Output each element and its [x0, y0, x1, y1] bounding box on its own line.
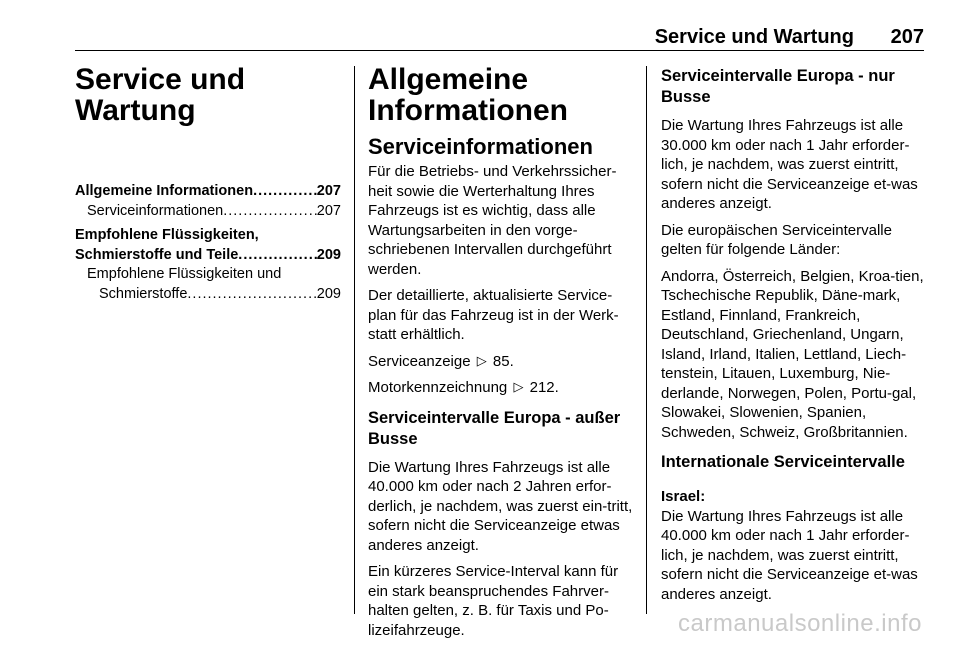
paragraph: Der detaillierte, aktualisierte Service-plan für das Fahrzeug ist in der Werk-statt erhältlich. — [368, 287, 619, 343]
toc-entry-empfohlene-fluessigkeiten-line1[interactable]: Empfohlene Flüssigkeiten und — [87, 266, 282, 282]
header-title: Service und Wartung — [654, 26, 854, 48]
paragraph: Die europäischen Serviceintervalle gelten für folgende Länder: — [661, 221, 892, 258]
toc-entry-schmierstoffe[interactable]: Schmierstoffe ..... 209 — [75, 285, 341, 305]
column-general-info — [368, 64, 634, 647]
subsection-title-serviceinformationen: Serviceinformationen — [368, 134, 593, 159]
column-service-intervals — [661, 64, 926, 604]
toc-entry-allgemeine-informationen[interactable]: Allgemeine Informationen ..... 207 — [75, 182, 341, 202]
paragraph-country-list: Andorra, Österreich, Belgien, Kroa-tien, Tschechische Republik, Däne-mark, Estland, Finnland, Frankreich, Deutschland, Griechenland, Ungarn, Island, Irland, Italien, Lettland, Liech-tenstein, Litauen, Luxemburg, Nie-derlande, Norwegen, Polen, Portu-gal, Slowakei, Slowenien, Spanien, Schweden, Schweiz, Großbritannien. — [661, 267, 924, 441]
watermark: carmanualsonline.info — [678, 610, 922, 637]
column-divider-1 — [354, 66, 355, 614]
chapter-title: Service und Wartung — [75, 63, 246, 127]
paragraph: Für die Betriebs- und Verkehrssicher-heit sowie die Werterhaltung Ihres Fahrzeugs ist es wichtig, dass alle Wartungsarbeiten in den vorge-schriebenen Intervallen durchgeführt werden. — [368, 163, 617, 278]
heading-internationale-serviceintervalle: Internationale Serviceintervalle — [661, 453, 905, 471]
paragraph: Ein kürzeres Service-Interval kann für ein stark beanspruchendes Fahrver-halten gelten, z. B. für Taxis und Po-lizeifahrzeuge. — [368, 563, 619, 639]
cross-reference-motorkennzeichnung[interactable]: Motorkennzeichnung ▷ 212. — [368, 379, 559, 396]
toc-entry-empfohlene-line1[interactable]: Empfohlene Flüssigkeiten, — [75, 227, 259, 243]
paragraph: Die Wartung Ihres Fahrzeugs ist alle 40.000 km oder nach 2 Jahren erfor-derlich, je nachdem, was zuerst ein-tritt, sofern nicht die Serviceanzeige etwas anderes anzeigt. — [368, 458, 633, 554]
page-reference-arrow-icon: ▷ — [476, 352, 487, 368]
toc-entry-schmierstoffe-und-teile[interactable]: Schmierstoffe und Teile ..... 209 — [75, 246, 341, 266]
label-israel: Israel: — [661, 488, 706, 505]
cross-reference-serviceanzeige[interactable]: Serviceanzeige ▷ 85. — [368, 352, 514, 370]
page-reference-arrow-icon: ▷ — [513, 379, 524, 394]
running-header — [75, 26, 924, 52]
column-divider-2 — [646, 66, 647, 614]
heading-serviceintervalle-europa-ausser-busse: Serviceintervalle Europa - außer Busse — [368, 408, 621, 448]
table-of-contents — [75, 182, 341, 304]
toc-entry-serviceinformationen[interactable]: Serviceinformationen ..... 207 — [75, 202, 341, 222]
header-rule — [75, 50, 924, 51]
section-title: Allgemeine Informationen — [368, 63, 568, 127]
heading-serviceintervalle-europa-nur-busse: Serviceintervalle Europa - nur Busse — [661, 67, 895, 106]
header-page-number: 207 — [890, 26, 924, 48]
paragraph: Die Wartung Ihres Fahrzeugs ist alle 30.000 km oder nach 1 Jahr erforder-lich, je nachdem, was zuerst eintritt, sofern nicht die Serviceanzeige et-was anderes anzeigt. — [661, 117, 918, 212]
column-chapter — [75, 64, 341, 304]
paragraph: Die Wartung Ihres Fahrzeugs ist alle 40.000 km oder nach 1 Jahr erforder-lich, je nachdem, was zuerst eintritt, sofern nicht die Serviceanzeige et-was anderes anzeigt. — [661, 507, 918, 603]
